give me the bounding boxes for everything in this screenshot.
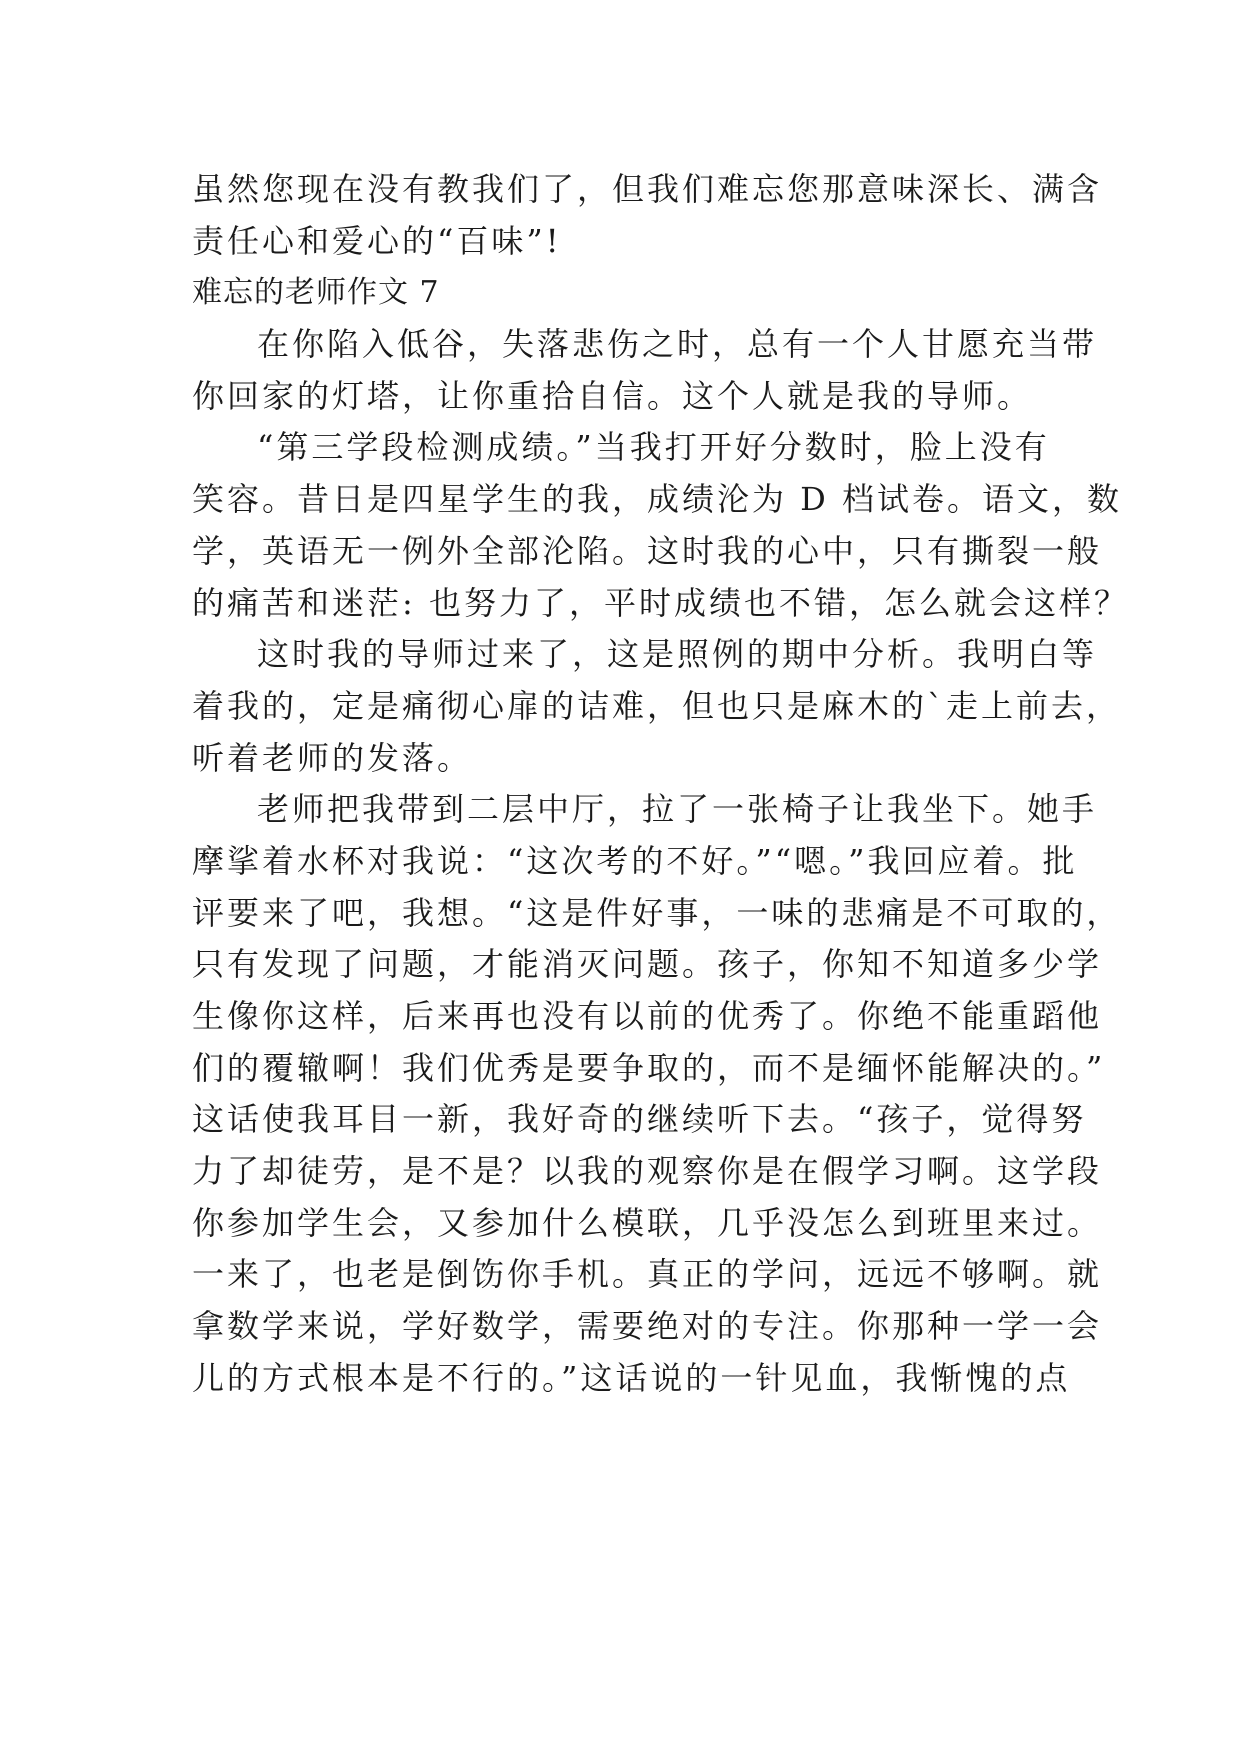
text-line: 评要来了吧，我想。“这是件好事，一味的悲痛是不可取的， xyxy=(192,893,1122,932)
text-line: 你回家的灯塔，让你重拾自信。这个人就是我的导师。 xyxy=(192,376,1033,415)
text-line: 责任心和爱心的“百味”! xyxy=(192,221,562,260)
paragraph-start: 老师把我带到二层中厅，拉了一张椅子让我坐下。她手 xyxy=(257,790,1098,829)
text-line: 虽然您现在没有教我们了，但我们难忘您那意味深长、满含 xyxy=(192,170,1103,208)
text-line: 摩挲着水杯对我说：“这次考的不好。”“嗯。”我回应着。批 xyxy=(192,841,1078,880)
paragraph-start: “第三学段检测成绩。”当我打开好分数时，脸上没有 xyxy=(257,428,1050,467)
text-line: 生像你这样，后来再也没有以前的优秀了。你绝不能重蹈他 xyxy=(192,997,1103,1035)
text-line: 着我的，定是痛彻心扉的诘难，但也只是麻木的`走上前去， xyxy=(192,686,1122,725)
paragraph-start: 这时我的导师过来了，这是照例的期中分析。我明白等 xyxy=(257,635,1098,674)
text-line: 一来了，也老是倒饬你手机。真正的学问，远远不够啊。就 xyxy=(192,1255,1103,1294)
essay-text xyxy=(192,164,1129,1405)
text-line: 只有发现了问题，才能消灭问题。孩子，你知不知道多少学 xyxy=(192,945,1103,984)
text-line: 听着老师的发落。 xyxy=(192,738,473,777)
text-line: 拿数学来说，学好数学，需要绝对的专注。你那种一学一会 xyxy=(192,1307,1103,1346)
text-line: 儿的方式根本是不行的。”这话说的一针见血，我惭愧的点 xyxy=(192,1358,1071,1397)
text-line: 这话使我耳目一新，我好奇的继续听下去。“孩子，觉得努 xyxy=(192,1100,1087,1139)
text-line: 们的覆辙啊！我们优秀是要争取的，而不是缅怀能解决的。” xyxy=(192,1048,1106,1087)
text-line: 力了却徒劳，是不是？以我的观察你是在假学习啊。这学段 xyxy=(192,1152,1103,1191)
text-line: 你参加学生会，又参加什么模联，几乎没怎么到班里来过。 xyxy=(192,1203,1103,1242)
text-line: 学，英语无一例外全部沦陷。这时我的心中，只有撕裂一般 xyxy=(192,531,1103,570)
section-heading: 难忘的老师作文 7 xyxy=(192,275,440,311)
text-line: 的痛苦和迷茫: 也努力了，平时成绩也不错，怎么就会这样？ xyxy=(192,583,1129,622)
text-line: 笑容。昔日是四星学生的我，成绩沦为 D 档试卷。语文，数 xyxy=(192,480,1123,519)
paragraph-start: 在你陷入低谷，失落悲伤之时，总有一个人甘愿充当带 xyxy=(257,325,1098,364)
